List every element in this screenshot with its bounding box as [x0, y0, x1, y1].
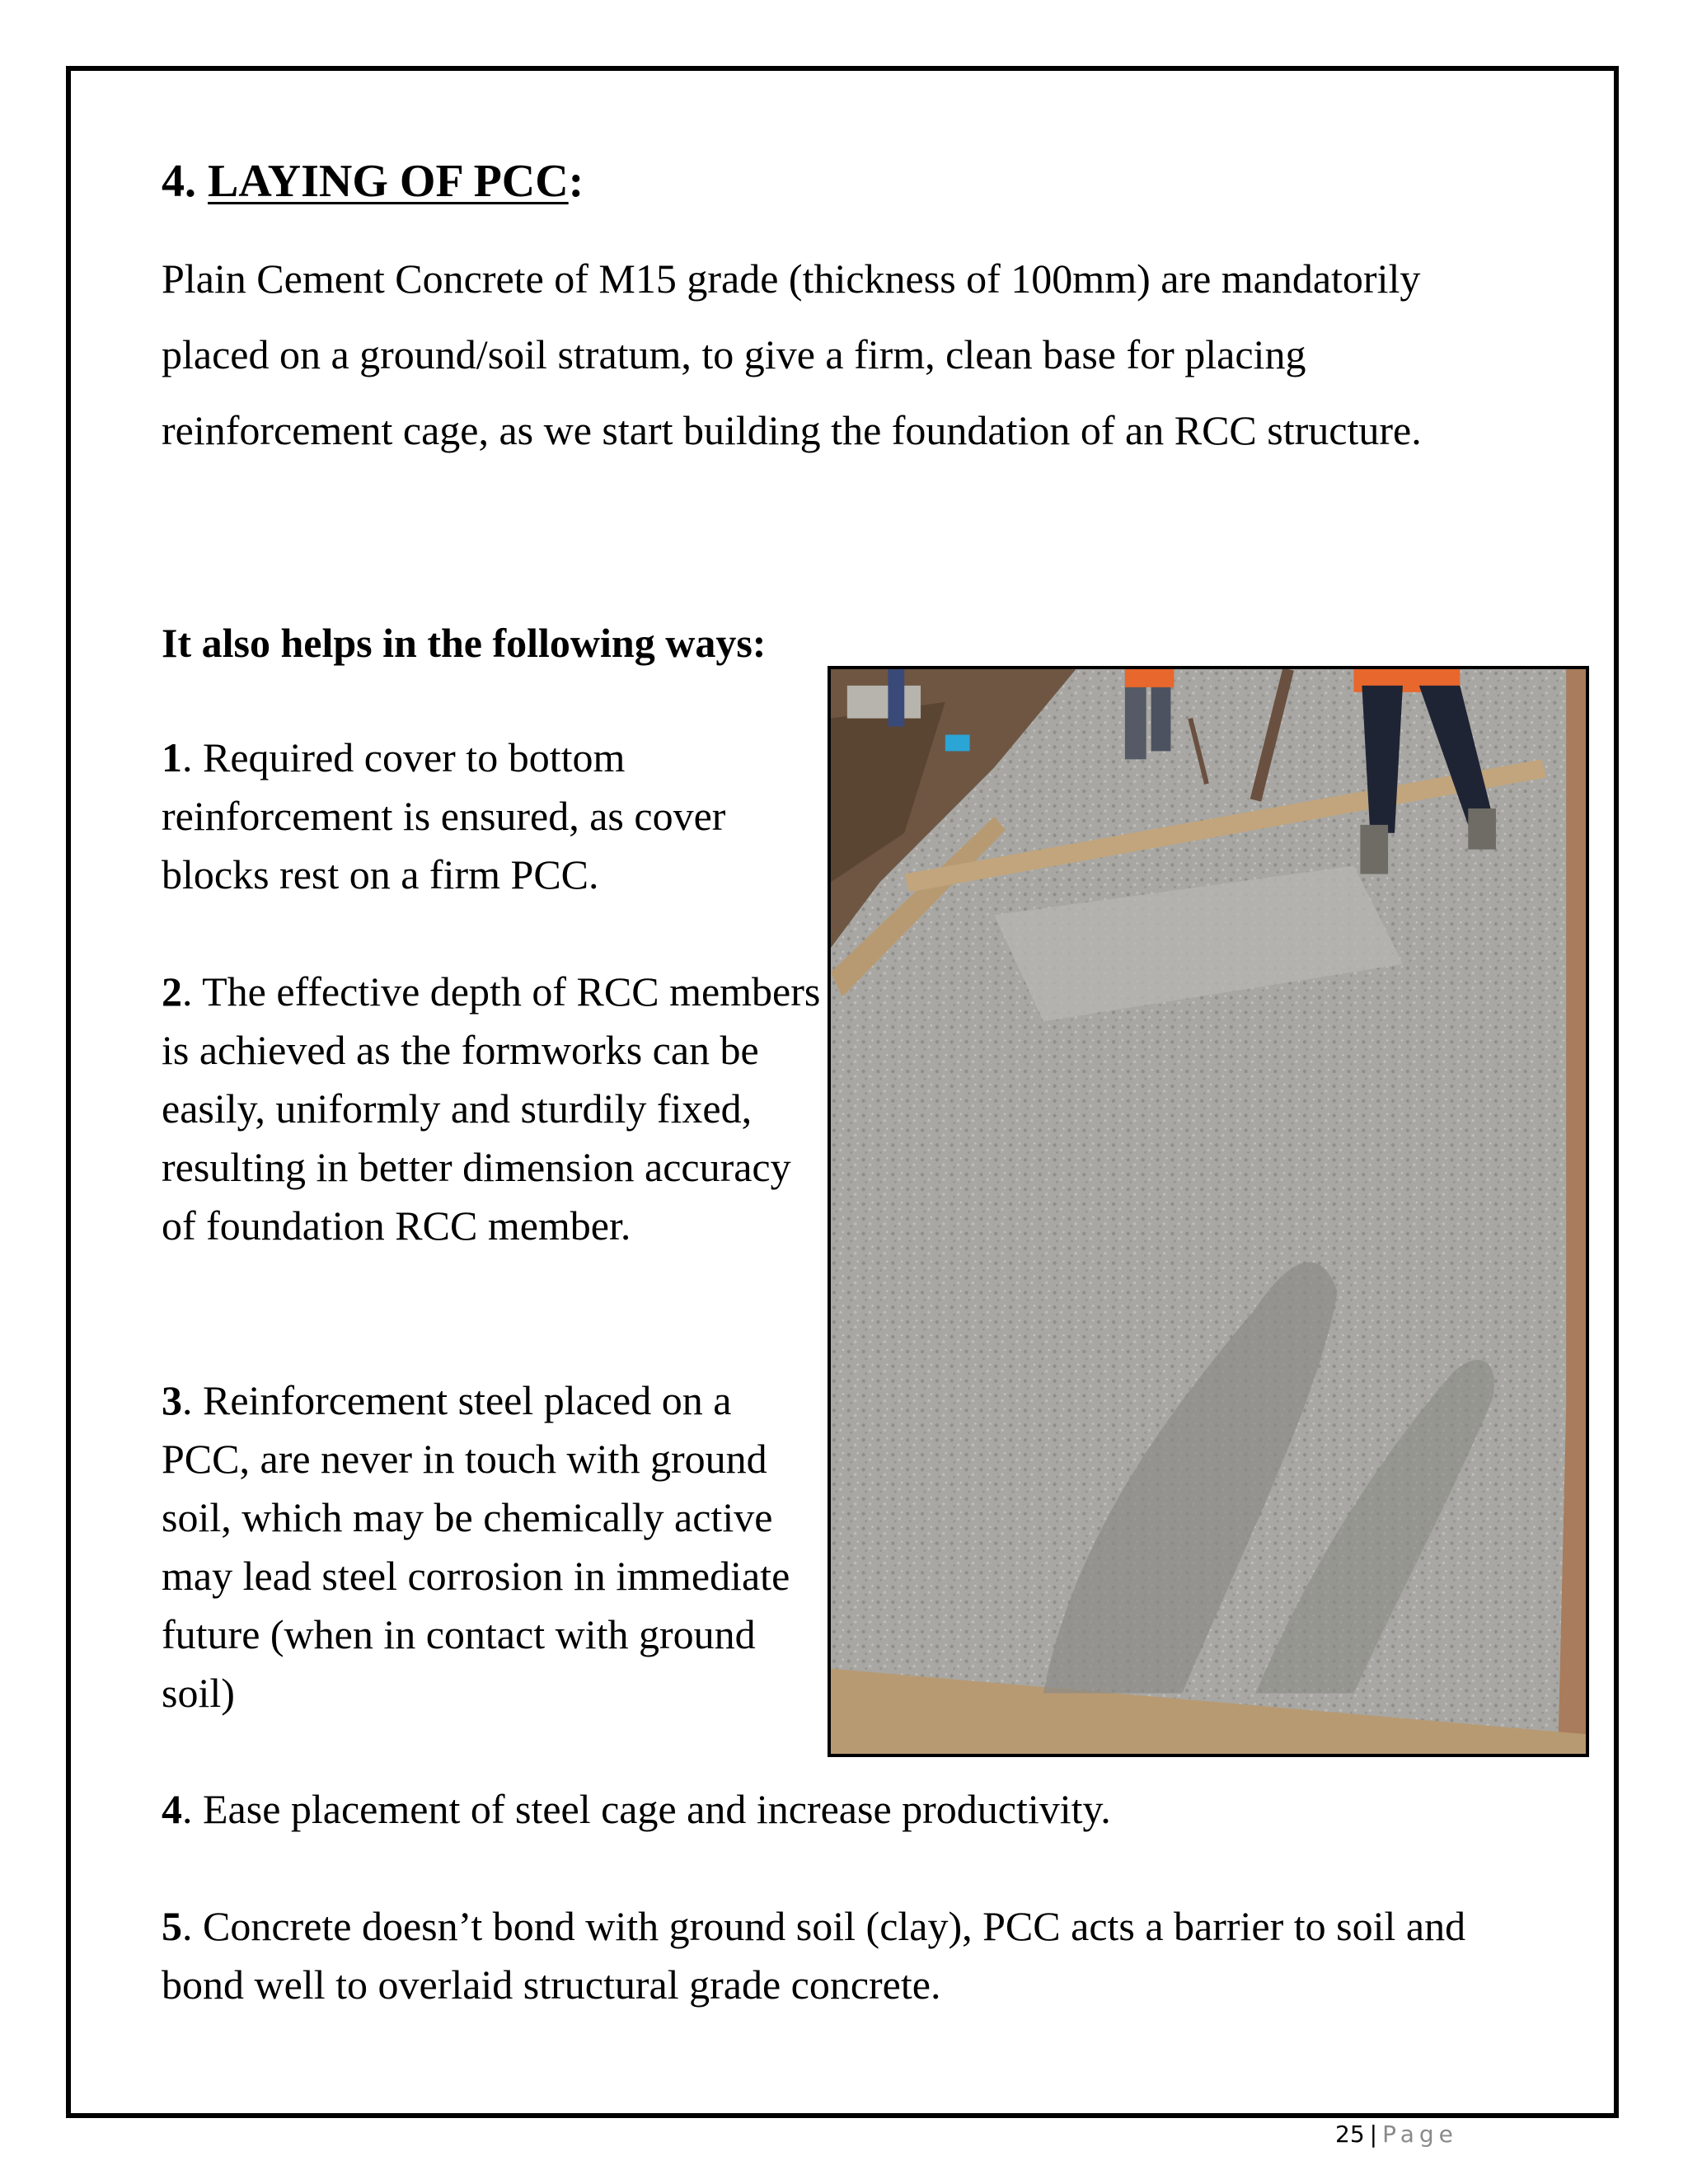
heading-colon: : [568, 156, 584, 207]
point-text: . Concrete doesn’t bond with ground soil (clay), PCC acts a barrier to soil and bond well to overlaid structural grade concrete. [162, 1903, 1466, 2008]
point-3 [162, 1371, 821, 1722]
page-number: 25 [1335, 2121, 1365, 2148]
point-5 [162, 1897, 1480, 2014]
point-4 [162, 1780, 1563, 1839]
point-text: . Reinforcement steel placed on a PCC, are never in touch with ground soil, which may be chemically active may lead steel corrosion in immediate future (when in contact with ground soil) [162, 1377, 790, 1716]
heading-number: 4. [162, 156, 208, 207]
point-text: . Ease placement of steel cage and increase productivity. [182, 1786, 1111, 1832]
point-number: 4 [162, 1786, 182, 1832]
heading-title: LAYING OF PCC [208, 156, 569, 207]
point-text: . Required cover to bottom reinforcement is ensured, as cover blocks rest on a firm PCC. [162, 734, 726, 898]
point-number: 1 [162, 734, 182, 780]
page-footer [1335, 2118, 1458, 2151]
pcc-laying-photo [828, 666, 1589, 1757]
point-text: . The effective depth of RCC members is achieved as the formworks can be easily, uniformly and sturdily fixed, resulting in better dimension accuracy of foundation RCC member. [162, 968, 821, 1249]
point-2 [162, 963, 821, 1255]
point-1 [162, 729, 821, 904]
intro-paragraph: Plain Cement Concrete of M15 grade (thickness of 100mm) are mandatorily placed on a ground/soil stratum, to give a firm, clean base for placing reinforcement cage, as we start building the foundation of an RCC structure. [162, 255, 1422, 453]
page-label: Page [1382, 2121, 1458, 2148]
point-number: 2 [162, 968, 182, 1015]
subheading: It also helps in the following ways: [162, 620, 767, 666]
concrete-scene [831, 669, 1586, 1754]
footer-separator: | [1369, 2121, 1378, 2148]
point-number: 5 [162, 1903, 182, 1949]
section-heading [162, 148, 584, 214]
point-number: 3 [162, 1377, 182, 1423]
